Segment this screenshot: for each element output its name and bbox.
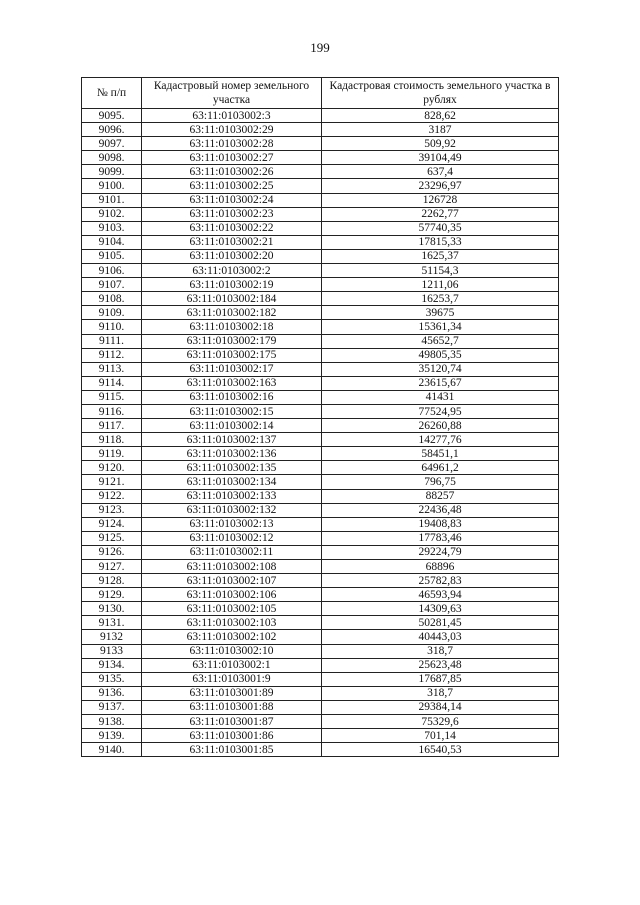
cell-row-number: 9101. (82, 193, 142, 207)
cell-cadastral-number: 63:11:0103002:20 (142, 249, 322, 263)
cell-row-number: 9109. (82, 306, 142, 320)
cell-row-number: 9120. (82, 461, 142, 475)
table-row (82, 560, 559, 574)
cell-cadastral-number: 63:11:0103002:16 (142, 390, 322, 404)
cell-row-number: 9117. (82, 419, 142, 433)
cell-cadastral-number: 63:11:0103002:11 (142, 545, 322, 559)
cell-cadastral-value: 57740,35 (322, 221, 559, 235)
cell-cadastral-number: 63:11:0103002:18 (142, 320, 322, 334)
cell-cadastral-number: 63:11:0103001:9 (142, 672, 322, 686)
cell-cadastral-value: 45652,7 (322, 334, 559, 348)
cell-cadastral-number: 63:11:0103002:10 (142, 644, 322, 658)
cell-cadastral-number: 63:11:0103002:105 (142, 602, 322, 616)
table-row (82, 658, 559, 672)
cell-row-number: 9105. (82, 249, 142, 263)
table-row (82, 348, 559, 362)
cell-cadastral-number: 63:11:0103002:108 (142, 560, 322, 574)
cell-cadastral-number: 63:11:0103002:1 (142, 658, 322, 672)
cell-row-number: 9122. (82, 489, 142, 503)
table-header-row (82, 78, 559, 109)
cell-cadastral-number: 63:11:0103002:106 (142, 588, 322, 602)
cell-cadastral-value: 26260,88 (322, 419, 559, 433)
cell-cadastral-value: 1625,37 (322, 249, 559, 263)
cell-row-number: 9112. (82, 348, 142, 362)
cell-cadastral-number: 63:11:0103002:24 (142, 193, 322, 207)
cell-cadastral-number: 63:11:0103002:184 (142, 292, 322, 306)
cell-cadastral-number: 63:11:0103001:85 (142, 743, 322, 757)
cell-row-number: 9113. (82, 362, 142, 376)
cell-cadastral-value: 64961,2 (322, 461, 559, 475)
table-row (82, 390, 559, 404)
table-row (82, 193, 559, 207)
cell-cadastral-value: 19408,83 (322, 517, 559, 531)
cell-cadastral-value: 88257 (322, 489, 559, 503)
cell-cadastral-value: 796,75 (322, 475, 559, 489)
table-row (82, 320, 559, 334)
cell-cadastral-number: 63:11:0103002:179 (142, 334, 322, 348)
table-row (82, 264, 559, 278)
cell-row-number: 9135. (82, 672, 142, 686)
cell-row-number: 9128. (82, 574, 142, 588)
table-row (82, 123, 559, 137)
cell-cadastral-value: 29384,14 (322, 700, 559, 714)
cell-row-number: 9132 (82, 630, 142, 644)
cell-cadastral-number: 63:11:0103001:86 (142, 729, 322, 743)
cell-row-number: 9116. (82, 404, 142, 418)
table-row (82, 235, 559, 249)
cell-cadastral-value: 2262,77 (322, 207, 559, 221)
cell-cadastral-number: 63:11:0103001:89 (142, 686, 322, 700)
cell-cadastral-number: 63:11:0103002:135 (142, 461, 322, 475)
cell-row-number: 9131. (82, 616, 142, 630)
cell-cadastral-value: 828,62 (322, 109, 559, 123)
cell-row-number: 9110. (82, 320, 142, 334)
cell-cadastral-value: 40443,03 (322, 630, 559, 644)
cell-row-number: 9119. (82, 447, 142, 461)
table-row (82, 602, 559, 616)
table-row (82, 616, 559, 630)
cell-cadastral-number: 63:11:0103002:19 (142, 278, 322, 292)
table-row (82, 249, 559, 263)
cell-row-number: 9099. (82, 165, 142, 179)
cell-cadastral-number: 63:11:0103002:12 (142, 531, 322, 545)
cell-row-number: 9100. (82, 179, 142, 193)
cell-cadastral-number: 63:11:0103002:27 (142, 151, 322, 165)
cell-row-number: 9140. (82, 743, 142, 757)
cell-cadastral-value: 15361,34 (322, 320, 559, 334)
cell-row-number: 9118. (82, 433, 142, 447)
cell-row-number: 9102. (82, 207, 142, 221)
cell-cadastral-number: 63:11:0103002:17 (142, 362, 322, 376)
cell-cadastral-number: 63:11:0103001:88 (142, 700, 322, 714)
table-row (82, 221, 559, 235)
cell-cadastral-value: 25623,48 (322, 658, 559, 672)
cell-cadastral-value: 509,92 (322, 137, 559, 151)
cell-row-number: 9106. (82, 264, 142, 278)
table-row (82, 517, 559, 531)
table-row (82, 686, 559, 700)
cell-cadastral-number: 63:11:0103002:25 (142, 179, 322, 193)
header-cadastral-number: Кадастровый номер земельного участка (142, 78, 322, 109)
cell-cadastral-number: 63:11:0103002:2 (142, 264, 322, 278)
cell-cadastral-value: 49805,35 (322, 348, 559, 362)
table-row (82, 630, 559, 644)
cell-row-number: 9097. (82, 137, 142, 151)
cell-row-number: 9125. (82, 531, 142, 545)
cell-cadastral-number: 63:11:0103002:26 (142, 165, 322, 179)
cell-cadastral-number: 63:11:0103002:107 (142, 574, 322, 588)
cell-cadastral-value: 318,7 (322, 686, 559, 700)
cell-cadastral-value: 1211,06 (322, 278, 559, 292)
cell-cadastral-number: 63:11:0103002:28 (142, 137, 322, 151)
cell-cadastral-value: 25782,83 (322, 574, 559, 588)
cell-row-number: 9134. (82, 658, 142, 672)
cell-cadastral-value: 22436,48 (322, 503, 559, 517)
table-row (82, 362, 559, 376)
cell-cadastral-number: 63:11:0103002:132 (142, 503, 322, 517)
cell-row-number: 9139. (82, 729, 142, 743)
cell-cadastral-number: 63:11:0103002:13 (142, 517, 322, 531)
cell-cadastral-value: 41431 (322, 390, 559, 404)
cell-cadastral-number: 63:11:0103002:103 (142, 616, 322, 630)
cell-cadastral-number: 63:11:0103002:22 (142, 221, 322, 235)
cell-cadastral-value: 701,14 (322, 729, 559, 743)
cell-cadastral-value: 16253,7 (322, 292, 559, 306)
cell-cadastral-number: 63:11:0103002:134 (142, 475, 322, 489)
cell-cadastral-number: 63:11:0103002:3 (142, 109, 322, 123)
cell-row-number: 9133 (82, 644, 142, 658)
table-row (82, 729, 559, 743)
table-row (82, 700, 559, 714)
table-row (82, 644, 559, 658)
table-row (82, 376, 559, 390)
cell-row-number: 9137. (82, 700, 142, 714)
cell-cadastral-value: 39675 (322, 306, 559, 320)
header-row-number: № п/п (82, 78, 142, 109)
cell-cadastral-number: 63:11:0103002:182 (142, 306, 322, 320)
table-row (82, 545, 559, 559)
header-cadastral-value: Кадастровая стоимость земельного участка в рублях (322, 78, 559, 109)
cell-cadastral-number: 63:11:0103002:23 (142, 207, 322, 221)
cell-cadastral-value: 51154,3 (322, 264, 559, 278)
cell-row-number: 9124. (82, 517, 142, 531)
cadastral-table (81, 77, 559, 757)
table-row (82, 137, 559, 151)
cell-cadastral-value: 50281,45 (322, 616, 559, 630)
cell-cadastral-value: 126728 (322, 193, 559, 207)
cell-row-number: 9136. (82, 686, 142, 700)
cell-cadastral-value: 46593,94 (322, 588, 559, 602)
cell-row-number: 9129. (82, 588, 142, 602)
cell-row-number: 9096. (82, 123, 142, 137)
cell-cadastral-value: 14309,63 (322, 602, 559, 616)
cell-row-number: 9138. (82, 715, 142, 729)
table-row (82, 334, 559, 348)
cell-cadastral-number: 63:11:0103002:14 (142, 419, 322, 433)
cell-cadastral-value: 3187 (322, 123, 559, 137)
table-row (82, 109, 559, 123)
cell-cadastral-value: 58451,1 (322, 447, 559, 461)
cell-cadastral-value: 17783,46 (322, 531, 559, 545)
cell-cadastral-value: 77524,95 (322, 404, 559, 418)
table-row (82, 743, 559, 757)
table-row (82, 574, 559, 588)
cell-cadastral-number: 63:11:0103002:21 (142, 235, 322, 249)
cell-cadastral-number: 63:11:0103002:102 (142, 630, 322, 644)
table-row (82, 672, 559, 686)
cell-cadastral-value: 318,7 (322, 644, 559, 658)
cell-row-number: 9123. (82, 503, 142, 517)
table-row (82, 461, 559, 475)
table-row (82, 179, 559, 193)
cell-cadastral-number: 63:11:0103002:163 (142, 376, 322, 390)
cell-cadastral-value: 75329,6 (322, 715, 559, 729)
cell-row-number: 9108. (82, 292, 142, 306)
cell-cadastral-value: 68896 (322, 560, 559, 574)
cell-cadastral-value: 35120,74 (322, 362, 559, 376)
page-number: 199 (310, 40, 330, 55)
cell-row-number: 9111. (82, 334, 142, 348)
cell-row-number: 9121. (82, 475, 142, 489)
table-row (82, 588, 559, 602)
cell-cadastral-value: 17687,85 (322, 672, 559, 686)
table-row (82, 531, 559, 545)
cell-cadastral-number: 63:11:0103002:133 (142, 489, 322, 503)
cell-cadastral-value: 637,4 (322, 165, 559, 179)
cell-cadastral-value: 14277,76 (322, 433, 559, 447)
cell-cadastral-value: 17815,33 (322, 235, 559, 249)
table-row (82, 489, 559, 503)
table-row (82, 165, 559, 179)
table-row (82, 715, 559, 729)
cell-cadastral-number: 63:11:0103002:137 (142, 433, 322, 447)
cell-row-number: 9103. (82, 221, 142, 235)
table-row (82, 475, 559, 489)
cell-cadastral-number: 63:11:0103002:15 (142, 404, 322, 418)
cell-cadastral-value: 23615,67 (322, 376, 559, 390)
cell-row-number: 9127. (82, 560, 142, 574)
cell-row-number: 9095. (82, 109, 142, 123)
table-row (82, 151, 559, 165)
table-row (82, 292, 559, 306)
cell-cadastral-number: 63:11:0103002:136 (142, 447, 322, 461)
table-row (82, 207, 559, 221)
cell-row-number: 9126. (82, 545, 142, 559)
table-row (82, 306, 559, 320)
table-row (82, 433, 559, 447)
cell-row-number: 9114. (82, 376, 142, 390)
cell-row-number: 9104. (82, 235, 142, 249)
cell-cadastral-number: 63:11:0103002:175 (142, 348, 322, 362)
cell-cadastral-number: 63:11:0103001:87 (142, 715, 322, 729)
table-row (82, 404, 559, 418)
cell-cadastral-value: 39104,49 (322, 151, 559, 165)
cell-cadastral-value: 16540,53 (322, 743, 559, 757)
cell-cadastral-value: 29224,79 (322, 545, 559, 559)
table-row (82, 278, 559, 292)
table-row (82, 447, 559, 461)
cell-row-number: 9115. (82, 390, 142, 404)
table-row (82, 419, 559, 433)
cell-row-number: 9098. (82, 151, 142, 165)
cell-cadastral-value: 23296,97 (322, 179, 559, 193)
cell-row-number: 9130. (82, 602, 142, 616)
table-row (82, 503, 559, 517)
cell-cadastral-number: 63:11:0103002:29 (142, 123, 322, 137)
cell-row-number: 9107. (82, 278, 142, 292)
